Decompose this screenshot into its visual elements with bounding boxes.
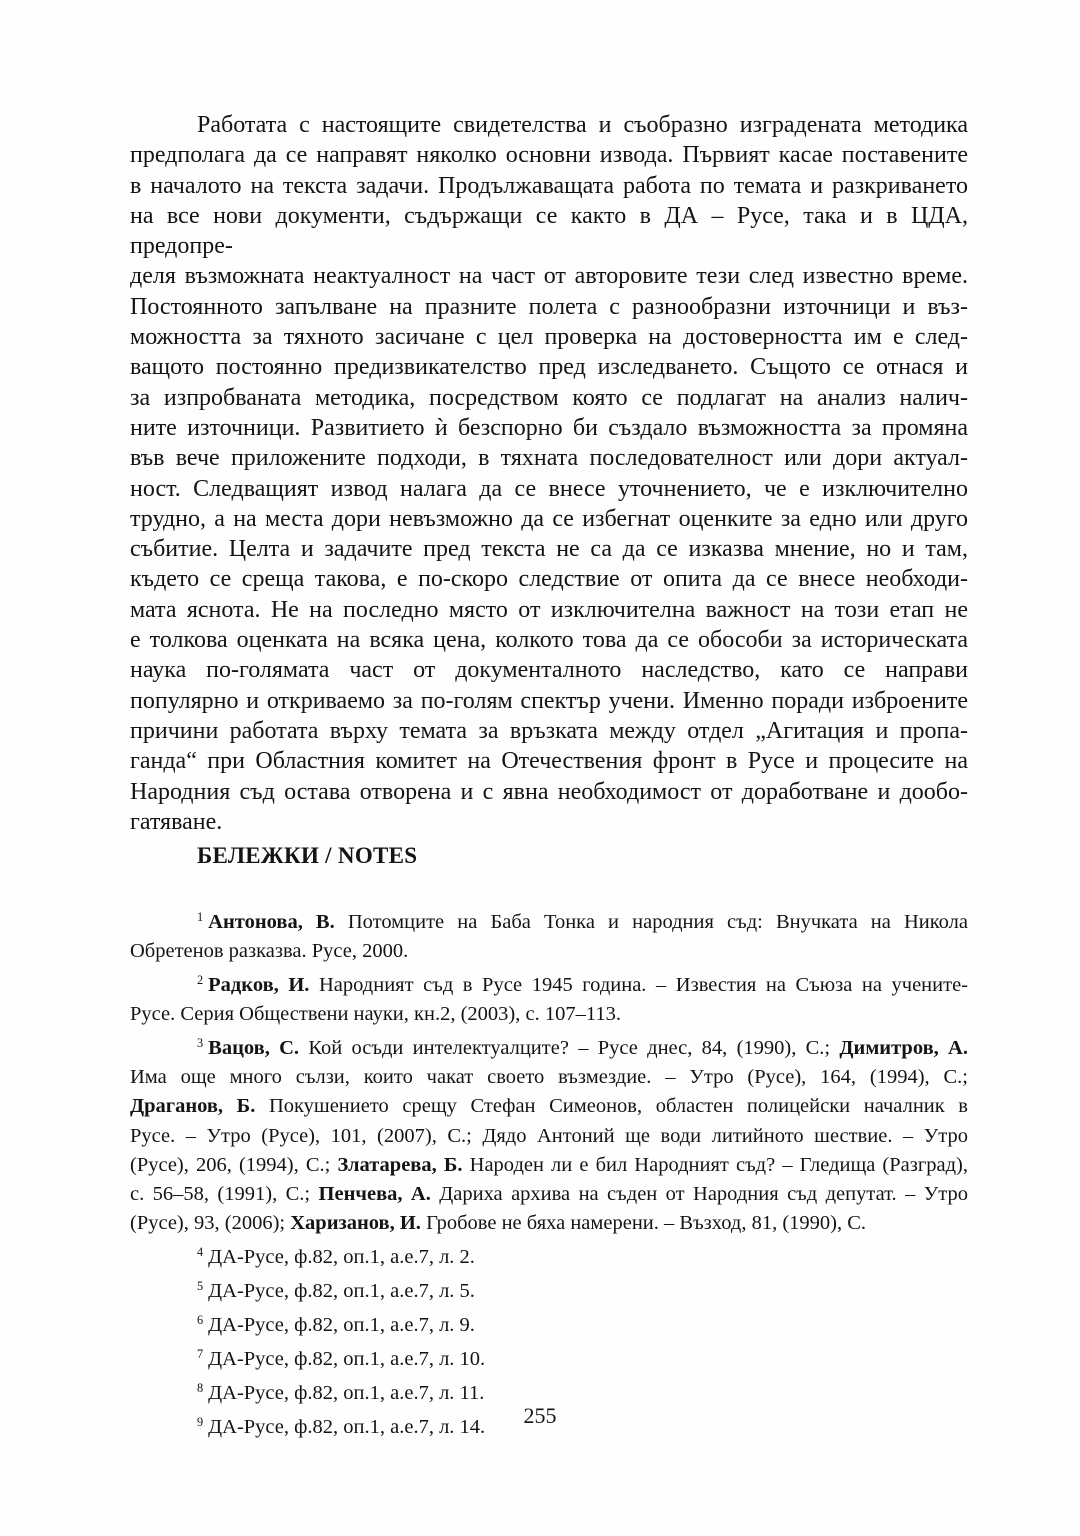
- text-segment: в началото на текста задачи. Продължаващата работа по темата и разкриването: [130, 172, 968, 199]
- footnote-ref-number: 5: [197, 1279, 204, 1294]
- text-segment: Русе. – Утро (Русе), 101, (2007), С.; Дядо Антоний ще води литийното шествие. – Утро: [130, 1124, 968, 1147]
- text-segment: можността за тяхното засичане с цел проверка на достоверността им е след-: [130, 324, 968, 351]
- body-text-line: [130, 595, 968, 625]
- text-segment: Златарева, Б.: [337, 1153, 463, 1176]
- footnote-line: [130, 1029, 968, 1063]
- text-segment: Народният съд в Русе 1945 година. – Известия на Съюза на учените-: [309, 973, 968, 996]
- footnote-line: [130, 966, 968, 1000]
- text-segment: Потомците на Баба Тонка и народния съд: Внучката на Никола: [334, 910, 968, 933]
- body-text-line: [130, 110, 968, 140]
- footnote-line: [130, 903, 968, 937]
- text-segment: Дариха архива на съден от Народния съд депутат. – Утро: [430, 1183, 968, 1206]
- text-segment: Постоянното запълване на празните полета с разнообразни източници и въз-: [130, 293, 968, 320]
- text-segment: трудно, а на места дори невъзможно да се избегнат оценките за едно или друго: [130, 505, 968, 532]
- text-segment: наука по-голямата част от документалното наследство, като се направи: [130, 657, 968, 684]
- text-segment: Народния съд остава отворена и с явна необходимост от доработване и дообо-: [130, 778, 968, 805]
- text-segment: във вече приложените подходи, в тяхната последователност или дори актуал-: [130, 445, 968, 472]
- footnote-ref-number: 7: [197, 1347, 204, 1362]
- text-segment: за изпробваната методика, посредством която се подлагат на анализ налич-: [130, 384, 968, 411]
- footnote-line: [130, 1272, 968, 1306]
- text-segment: ващото постоянно предизвикателство пред изследването. Същото се отнася и: [130, 354, 968, 381]
- footnote-ref-number: 2: [197, 973, 204, 988]
- footnote-ref-number: 3: [197, 1036, 204, 1051]
- text-segment: ДА-Русе, ф.82, оп.1, а.е.7, л. 14.: [208, 1416, 486, 1438]
- page-number: 255: [523, 1403, 557, 1428]
- text-segment: мата яснота. Не на последно място от изключителна важност на този етап не: [130, 596, 968, 623]
- text-segment: където се среща такова, е по-скоро следствие от опита да се внесе необходи-: [130, 566, 968, 593]
- body-text-line: [130, 504, 968, 534]
- footnote-line: [130, 1151, 968, 1180]
- body-text-line: [130, 322, 968, 352]
- text-segment: на все нови документи, съдържащи се както в ДА – Русе, така и в ЦДА, предопре-: [130, 202, 968, 260]
- body-text-line: [130, 201, 968, 262]
- body-text-line: [130, 655, 968, 685]
- text-segment: е толкова оценката на всяка цена, колкото това да се обособи за историческата: [130, 627, 968, 654]
- text-segment: Гробове не бяха намерени. – Възход, 81, (1990), С.: [420, 1212, 867, 1235]
- text-segment: ДА-Русе, ф.82, оп.1, а.е.7, л. 10.: [208, 1348, 486, 1371]
- text-segment: Работата с настоящите свидетелства и съобразно изградената методика: [197, 112, 968, 138]
- footnote-line: [130, 1000, 968, 1029]
- notes-heading: БЕЛЕЖКИ / NOTES: [197, 843, 418, 868]
- footnote-ref-number: 4: [197, 1245, 204, 1260]
- body-text-line: [130, 777, 968, 807]
- text-segment: Русе. Серия Обществени науки, кн.2, (2003), с. 107–113.: [130, 1003, 621, 1026]
- text-segment: Димитров, А.: [839, 1037, 968, 1060]
- body-text-line: [130, 261, 968, 291]
- body-text-line: [130, 474, 968, 504]
- body-text-line: [130, 807, 968, 837]
- footnote-ref-number: 8: [197, 1381, 204, 1396]
- text-segment: ДА-Русе, ф.82, оп.1, а.е.7, л. 9.: [208, 1314, 475, 1337]
- body-text-line: [130, 383, 968, 413]
- footnote-line: [130, 1209, 968, 1238]
- text-segment: деля възможната неактуалност на част от авторовите тези след известно време.: [130, 263, 968, 290]
- text-segment: причини работата върху темата за връзката между отдел „Агитация и пропа-: [130, 717, 968, 744]
- body-text-line: [130, 413, 968, 443]
- text-segment: Драганов, Б.: [130, 1095, 256, 1118]
- text-segment: ДА-Русе, ф.82, оп.1, а.е.7, л. 11.: [208, 1382, 485, 1405]
- footnote-line: [130, 1180, 968, 1209]
- footnote-line: [130, 1306, 968, 1340]
- body-text-line: [130, 534, 968, 564]
- footnote-line: [130, 1122, 968, 1151]
- text-segment: Вацов, С.: [208, 1037, 300, 1060]
- body-text-line: [130, 171, 968, 201]
- body-text-line: [130, 443, 968, 473]
- text-segment: Пенчева, А.: [318, 1183, 431, 1206]
- body-text-line: [130, 140, 968, 170]
- text-segment: Харизанов, И.: [290, 1212, 421, 1235]
- body-text-line: [130, 686, 968, 716]
- footnotes-section: [130, 903, 968, 1442]
- text-segment: Радков, И.: [208, 973, 310, 996]
- footnote-line: [130, 1063, 968, 1092]
- text-segment: популярно и откриваемо за по-голям спектър учени. Именно поради изброените: [130, 687, 968, 714]
- text-segment: Кой осъди интелектуалците? – Русе днес, 84, (1990), С.;: [299, 1037, 840, 1060]
- text-segment: предполага да се направят няколко основни извода. Първият касае поставените: [130, 142, 968, 169]
- body-text-line: [130, 746, 968, 776]
- footnote-line: [130, 1092, 968, 1121]
- text-segment: Народен ли е бил Народният съд? – Гледища (Разград),: [462, 1153, 968, 1176]
- body-text-line: [130, 716, 968, 746]
- body-paragraph: [130, 110, 968, 837]
- footnote-ref-number: 6: [197, 1313, 204, 1328]
- body-text-line: [130, 625, 968, 655]
- text-segment: Антонова, В.: [208, 910, 335, 933]
- body-text-line: [130, 352, 968, 382]
- text-segment: събитие. Целта и задачите пред текста не са да се изказва мнение, но и там,: [130, 536, 968, 563]
- footnote-ref-number: 1: [197, 910, 204, 924]
- text-segment: Покушението срещу Стефан Симеонов, областен полицейски началник в: [255, 1095, 968, 1118]
- text-segment: (Русе), 206, (1994), С.;: [130, 1153, 338, 1176]
- text-segment: Обретенов разказва. Русе, 2000.: [130, 939, 409, 962]
- text-segment: (Русе), 93, (2006);: [130, 1212, 291, 1235]
- body-text-line: [130, 564, 968, 594]
- text-segment: с. 56–58, (1991), С.;: [130, 1183, 319, 1206]
- footnote-line: [130, 1238, 968, 1272]
- text-segment: Има още много сълзи, които чакат своето възмездие. – Утро (Русе), 164, (1994), С.;: [130, 1066, 968, 1089]
- footnote-ref-number: 9: [197, 1415, 204, 1430]
- text-segment: гатяване.: [130, 808, 223, 835]
- text-segment: ност. Следващият извод налага да се внесе уточнението, че е изключително: [130, 475, 968, 502]
- text-segment: ДА-Русе, ф.82, оп.1, а.е.7, л. 5.: [208, 1280, 475, 1303]
- footnote-line: [130, 1340, 968, 1374]
- body-text-line: [130, 292, 968, 322]
- footnote-line: [130, 937, 968, 966]
- text-segment: ДА-Русе, ф.82, оп.1, а.е.7, л. 2.: [208, 1246, 475, 1269]
- text-segment: ните източници. Развитието ѝ безспорно би създало възможността за промяна: [130, 414, 968, 441]
- text-segment: ганда“ при Областния комитет на Отечествения фронт в Русе и процесите на: [130, 748, 968, 775]
